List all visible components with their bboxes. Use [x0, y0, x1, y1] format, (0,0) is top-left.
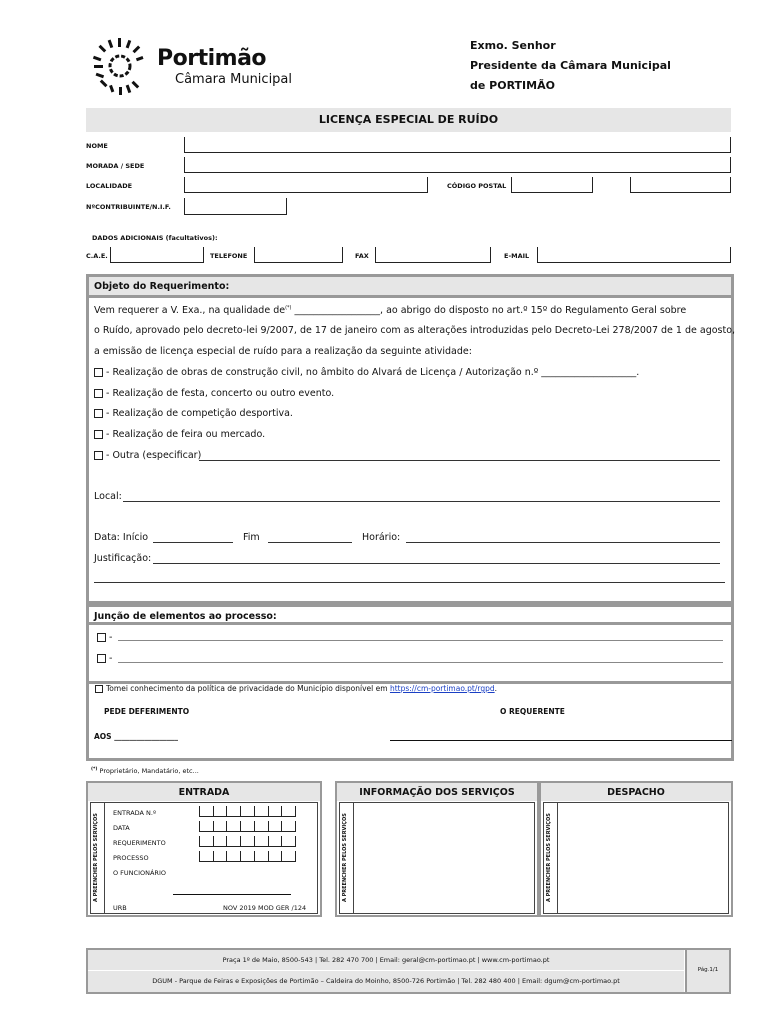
horario-line[interactable]	[406, 542, 720, 543]
entrada-form-ref: NOV 2019 MOD GER /124	[223, 904, 307, 912]
municipality-logo	[90, 36, 300, 96]
entrada-vertical-label: A PREENCHER PELOS SERVIÇOS	[93, 813, 99, 902]
option-competicao-label: - Realização de competição desportiva.	[106, 408, 293, 419]
nome-input[interactable]	[184, 137, 731, 153]
despacho-inner[interactable]	[543, 802, 729, 914]
codigo-postal-input-1[interactable]	[511, 177, 593, 193]
logo-mark-icon	[90, 36, 150, 96]
label-nome: NOME	[86, 142, 108, 150]
juncao-item-2-checkbox[interactable]	[97, 654, 106, 663]
entrada-requerimento-label: REQUERIMENTO	[113, 839, 166, 847]
morada-input[interactable]	[184, 157, 731, 173]
privacy-notice[interactable]	[95, 684, 497, 693]
option-feira[interactable]	[94, 429, 265, 440]
objeto-title-divider	[89, 295, 731, 298]
label-cae: C.A.E.	[86, 252, 108, 260]
addressee-block	[470, 36, 671, 96]
despacho-title: DESPACHO	[541, 783, 731, 801]
option-obras-label: - Realização de obras de construção civil, no âmbito do Alvará de Licença / Autorização n.º ____________________.	[106, 367, 640, 378]
footer-address-1: Praça 1º de Maio, 8500-543 | Tel. 282 470 700 | Email: geral@cm-portimao.pt | www.cm-portimao.pt	[222, 956, 550, 964]
entrada-urb: URB	[113, 904, 127, 912]
outra-specify-line[interactable]	[199, 460, 720, 461]
logo-subtitle: Câmara Municipal	[175, 72, 293, 87]
footnote-text: Proprietário, Mandatário, etc...	[97, 767, 199, 776]
privacy-link[interactable]: https://cm-portimao.pt/rgpd	[389, 684, 495, 693]
option-obras-checkbox[interactable]	[94, 368, 103, 377]
label-morada: MORADA / SEDE	[86, 162, 145, 170]
justificacao-line-2[interactable]	[94, 582, 725, 583]
objeto-line-1-start: Vem requerer a V. Exa., na qualidade de	[94, 305, 286, 317]
option-obras[interactable]	[94, 367, 639, 378]
informacao-vertical-divider	[353, 802, 354, 914]
option-festa[interactable]	[94, 388, 334, 399]
localidade-input[interactable]	[184, 177, 428, 193]
privacy-text: Tomei conhecimento da política de privacidade do Município disponível em	[106, 684, 390, 693]
entrada-title: ENTRADA	[88, 783, 320, 801]
label-localidade: LOCALIDADE	[86, 182, 133, 190]
option-feira-label: - Realização de feira ou mercado.	[106, 429, 266, 440]
juncao-item-1-line[interactable]	[118, 640, 723, 641]
footnote-mark: (*)	[285, 305, 292, 311]
justificacao-label: Justificação:	[94, 553, 152, 564]
local-label: Local:	[94, 491, 122, 502]
entrada-data-input[interactable]	[199, 821, 296, 832]
fim-line[interactable]	[268, 542, 352, 543]
option-outra-checkbox[interactable]	[94, 451, 103, 460]
aos-date[interactable]: AOS _________________	[94, 732, 178, 741]
local-line[interactable]	[123, 501, 720, 502]
addressee-line-3: de PORTIMÃO	[470, 79, 555, 92]
o-requerente: O REQUERENTE	[500, 707, 565, 716]
label-fax: FAX	[355, 252, 369, 260]
juncao-item-2-line[interactable]	[118, 662, 723, 663]
objeto-section-title: Objeto do Requerimento:	[89, 277, 731, 295]
juncao-title-divider	[89, 622, 731, 625]
entrada-vertical-divider	[104, 802, 105, 914]
entrada-numero-label: ENTRADA N.º	[113, 809, 157, 817]
label-telefone: TELEFONE	[210, 252, 248, 260]
requerente-signature-line[interactable]	[390, 740, 732, 741]
email-input[interactable]	[537, 247, 731, 263]
footer-address-2: DGUM - Parque de Feiras e Exposições de Portimão – Caldeira do Moinho, 8500-726 Portimão | Tel. 282 480 400 | Email: dgum@cm-portimao.pt	[152, 977, 620, 985]
cae-input[interactable]	[110, 247, 204, 263]
objeto-line-3: a emissão de licença especial de ruído para a realização da seguinte atividade:	[94, 346, 472, 357]
entrada-processo-label: PROCESSO	[113, 854, 149, 862]
option-festa-label: - Realização de festa, concerto ou outro evento.	[106, 388, 335, 399]
footnote-marker: (*)	[91, 767, 98, 772]
telefone-input[interactable]	[254, 247, 343, 263]
informacao-inner[interactable]	[339, 802, 535, 914]
option-festa-checkbox[interactable]	[94, 389, 103, 398]
option-competicao[interactable]	[94, 408, 293, 419]
juncao-item-1[interactable]	[97, 632, 112, 643]
footer-page-number: Pág.1/1	[697, 967, 719, 973]
juncao-section-title: Junção de elementos ao processo:	[89, 607, 731, 624]
label-contribuinte: NºCONTRIBUINTE/N.I.F.	[86, 203, 171, 211]
despacho-vertical-label: A PREENCHER PELOS SERVIÇOS	[546, 813, 552, 902]
option-feira-checkbox[interactable]	[94, 430, 103, 439]
addressee-line-1: Exmo. Senhor	[470, 39, 556, 52]
codigo-postal-input-2[interactable]	[630, 177, 731, 193]
funcionario-signature-line[interactable]	[173, 894, 291, 895]
option-outra[interactable]	[94, 450, 201, 461]
logo-name: Portimão	[157, 46, 267, 71]
informacao-title: INFORMAÇÃO DOS SERVIÇOS	[337, 783, 537, 801]
objeto-line-1	[94, 305, 686, 316]
juncao-item-2-dash: -	[109, 653, 113, 664]
form-title: LICENÇA ESPECIAL DE RUÍDO	[318, 113, 499, 126]
entrada-requerimento-input[interactable]	[199, 836, 296, 847]
informacao-vertical-label: A PREENCHER PELOS SERVIÇOS	[342, 813, 348, 902]
fax-input[interactable]	[375, 247, 491, 263]
option-competicao-checkbox[interactable]	[94, 409, 103, 418]
justificacao-line-1[interactable]	[153, 563, 720, 564]
juncao-item-1-dash: -	[109, 632, 113, 643]
option-outra-label: - Outra (especificar)	[106, 450, 202, 461]
signature-section	[86, 681, 734, 761]
pede-deferimento: PEDE DEFERIMENTO	[104, 707, 190, 716]
label-dados-adicionais: DADOS ADICIONAIS (facultativos):	[92, 234, 218, 242]
data-inicio-line[interactable]	[153, 542, 233, 543]
contribuinte-input[interactable]	[184, 198, 287, 215]
entrada-processo-input[interactable]	[199, 851, 296, 862]
footnote	[91, 767, 199, 775]
label-codigo-postal: CÓDIGO POSTAL	[447, 182, 507, 190]
entrada-numero-input[interactable]	[199, 806, 296, 817]
label-email: E-MAIL	[504, 252, 530, 260]
entrada-data-label: DATA	[113, 824, 130, 832]
despacho-vertical-divider	[557, 802, 558, 914]
horario-label: Horário:	[362, 532, 401, 543]
objeto-line-1-end: __________________, ao abrigo do disposto no art.º 15º do Regulamento Geral sobre	[294, 305, 687, 317]
addressee-line-2: Presidente da Câmara Municipal	[470, 59, 671, 72]
objeto-line-2: o Ruído, aprovado pelo decreto-lei 9/2007, de 17 de janeiro com as alterações introduzidas pelo Decreto-Lei 278/2007 de 1 de agosto,	[94, 325, 736, 336]
form-title-bar	[86, 108, 731, 132]
privacy-end: .	[494, 684, 498, 693]
data-inicio-label: Data: Início	[94, 532, 149, 543]
fim-label: Fim	[243, 532, 260, 543]
privacy-checkbox[interactable]	[95, 685, 103, 693]
entrada-funcionario-label: O FUNCIONÁRIO	[113, 869, 166, 877]
juncao-item-1-checkbox[interactable]	[97, 633, 106, 642]
juncao-item-2[interactable]	[97, 653, 112, 664]
